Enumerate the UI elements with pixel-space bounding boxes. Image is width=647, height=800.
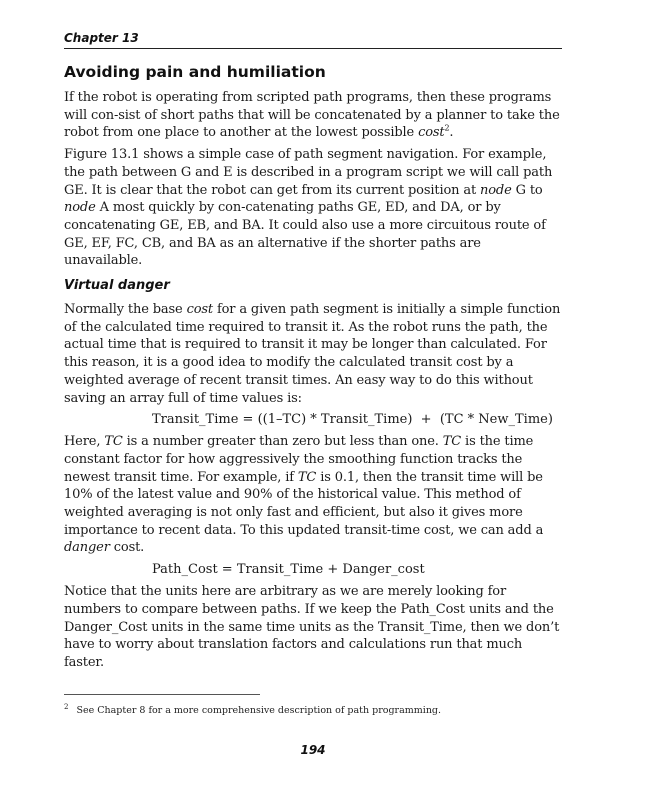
page-number: 194	[300, 743, 326, 757]
footnote-rule	[64, 694, 260, 695]
paragraph-figure-13-1: Figure 13.1 shows a simple case of path segment navigation. For example, the path between G and E is described in a program script we will call path GE. It is clear that the robot can get from its current position at node G to node A most quickly by con-catenating paths GE, ED, and DA, or by concatenating GE, EB, and BA. It could also use a more circuitous route of GE, EF, FC, CB, and BA as an alternative if the shorter paths are unavailable.	[64, 147, 553, 269]
paragraph-scripted-paths: If the robot is operating from scripted path programs, then these programs will con-sist of short paths that will be concatenated by a planner to take the robot from one place to another at the lowest possible cost$^2$.	[64, 90, 560, 141]
path-cost-formula: Path_Cost = Transit_Time + Danger_cost	[152, 562, 425, 578]
footnote-mark: 2	[64, 702, 69, 711]
section-title: Avoiding pain and humiliation	[64, 63, 326, 81]
book-page	[64, 30, 562, 770]
subsection-title: Virtual danger	[64, 278, 170, 294]
chapter-header: Chapter 13	[64, 31, 139, 45]
footnote-text: See Chapter 8 for a more comprehensive description of path programming.	[76, 705, 442, 716]
paragraph-base-cost: Normally the base cost for a given path segment is initially a simple function of the calculated time required to transit it. As the robot runs the path, the actual time that is required to transit it may be longer than calculated. For this reason, it is a good idea to modify the calculated transit cost by a weighted average of recent transit times. An easy way to do this without saving an array full of time values is:	[64, 302, 561, 406]
header-rule	[64, 48, 562, 49]
paragraph-units: Notice that the units here are arbitrary as we are merely looking for numbers to compare between paths. If we keep the Path_Cost units and the Danger_Cost units in the same time units as the Transit_Time, then we don’t have to worry about translation factors and calculations run that much faster.	[64, 584, 560, 670]
footnote	[64, 704, 562, 717]
transit-time-formula: Transit_Time = ((1–TC) * Transit_Time) + (TC * New_Time)	[152, 412, 553, 428]
footnote-reference[interactable]: 2	[444, 124, 450, 134]
paragraph-time-constant: Here, TC is a number greater than zero but less than one. TC is the time constant factor for how aggressively the smoothing function tracks the newest transit time. For example, if TC is 0.1, then the transit time will be 10% of the latest value and 90% of the historical value. This method of weighted averaging is not only fast and efficient, but also it gives more importance to recent data. To this updated transit-time cost, we can add a danger cost.	[64, 434, 544, 556]
